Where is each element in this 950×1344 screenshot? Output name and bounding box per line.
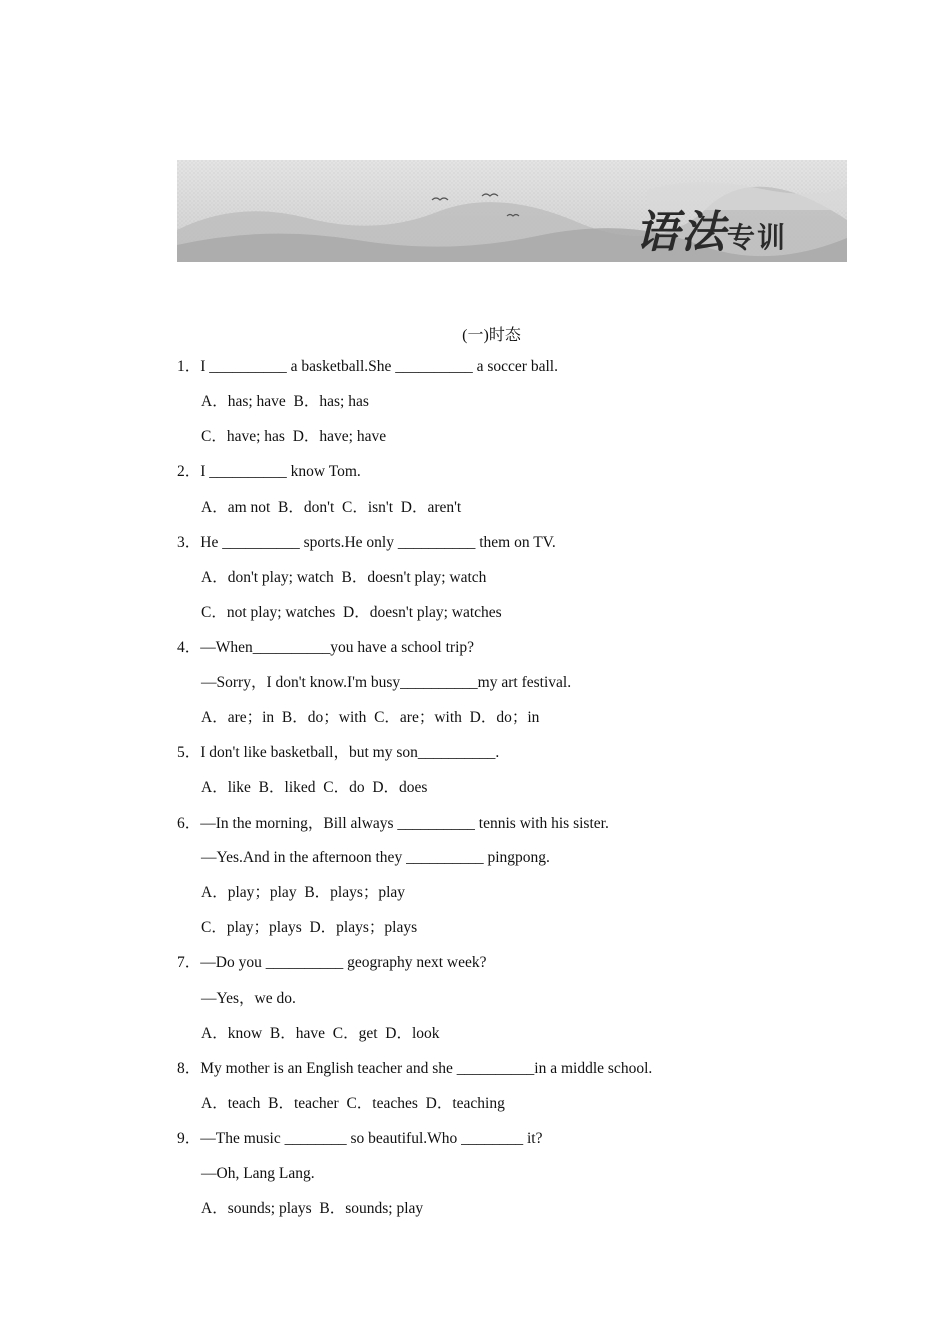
question-2: 2．I __________ know Tom. [177,463,361,480]
question-3-options-ab: A．don't play; watch B．doesn't play; watch [201,569,487,586]
banner-title [635,196,787,260]
question-7-reply: —Yes，we do. [201,990,296,1007]
question-4: 4．—When__________you have a school trip? [177,639,475,656]
question-9-reply: —Oh, Lang Lang. [201,1165,315,1182]
question-3-options-cd: C．not play; watches D．doesn't play; watches [201,604,502,621]
header-banner [177,160,847,262]
question-1-options-cd: C．have; has D．have; have [201,428,387,445]
question-5: 5．I don't like basketball，but my son__________. [177,744,500,761]
banner-title-sub: 专训 [726,221,787,254]
question-6: 6．—In the morning，Bill always __________ tennis with his sister. [177,815,609,832]
banner-title-main: 语法 [634,207,727,258]
question-1-options-ab: A．has; have B．has; has [201,393,369,410]
question-5-options: A．like B．liked C．do D．does [201,779,428,796]
question-6-options-cd: C．play；plays D．plays；plays [201,919,418,936]
question-7: 7．—Do you __________ geography next week? [177,954,487,971]
question-4-reply: —Sorry，I don't know.I'm busy__________my art festival. [201,674,572,691]
question-6-reply: —Yes.And in the afternoon they __________ pingpong. [201,849,550,866]
question-9-options: A．sounds; plays B．sounds; play [201,1200,424,1217]
question-4-options: A．are；in B．do；with C．are；with D．do；in [201,709,540,726]
question-9: 9．—The music ________ so beautiful.Who ________ it? [177,1130,543,1147]
question-3: 3．He __________ sports.He only __________ them on TV. [177,534,556,551]
question-8: 8．My mother is an English teacher and she __________in a middle school. [177,1060,653,1077]
section-title: (一)时态 [462,327,521,344]
question-8-options: A．teach B．teacher C．teaches D．teaching [201,1095,505,1112]
question-7-options: A．know B．have C．get D．look [201,1025,440,1042]
question-2-options: A．am not B．don't C．isn't D．aren't [201,499,462,516]
question-1: 1．I __________ a basketball.She __________ a soccer ball. [177,358,558,375]
question-6-options-ab: A．play；play B．plays；play [201,884,406,901]
